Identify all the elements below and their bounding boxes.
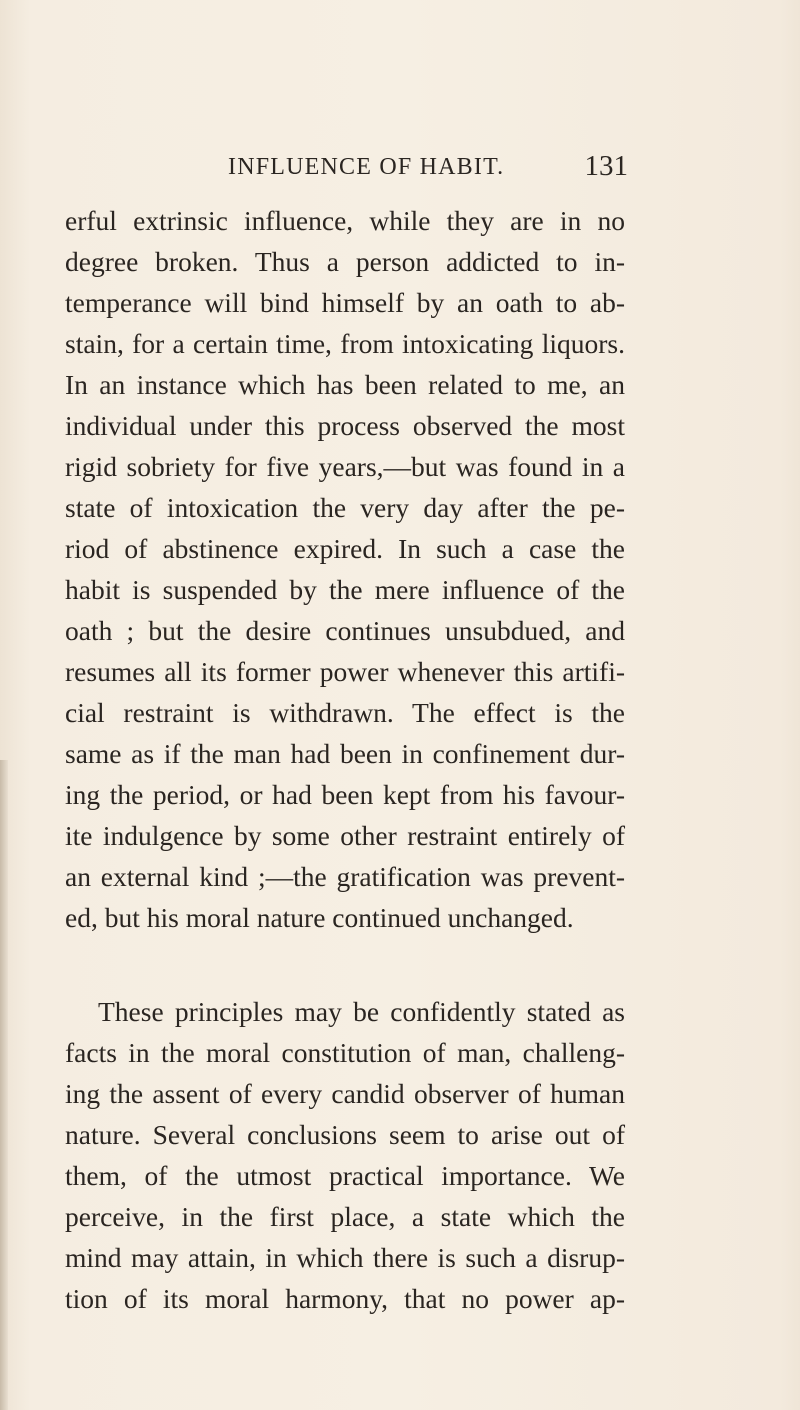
text-line: same as if the man had been in confinement dur- <box>65 738 625 769</box>
text-line: resumes all its former power whenever this artifi- <box>65 656 625 687</box>
text-line: nature. Several conclusions seem to arise out of <box>65 1119 625 1150</box>
page-number: 131 <box>584 150 628 182</box>
text-line: rigid sobriety for five years,—but was found in a <box>65 451 625 482</box>
text-line: These principles may be confidently stated as <box>98 996 625 1027</box>
text-line: stain, for a certain time, from intoxicating liquors. <box>65 328 625 359</box>
text-line: erful extrinsic influence, while they are in no <box>65 205 625 236</box>
text-line: perceive, in the first place, a state which the <box>65 1201 625 1232</box>
text-line: habit is suspended by the mere influence of the <box>65 574 625 605</box>
text-line: ite indulgence by some other restraint entirely of <box>65 820 625 851</box>
text-line: state of intoxication the very day after the pe- <box>65 492 625 523</box>
text-line: In an instance which has been related to me, an <box>65 369 625 400</box>
text-line: degree broken. Thus a person addicted to in- <box>65 246 625 277</box>
text-line: ing the assent of every candid observer of human <box>65 1078 625 1109</box>
text-line: facts in the moral constitution of man, challeng- <box>65 1037 625 1068</box>
text-line: temperance will bind himself by an oath to ab- <box>65 287 625 318</box>
text-line: an external kind ;—the gratification was prevent- <box>65 861 625 892</box>
text-line: ed, but his moral nature continued unchanged. <box>65 902 574 933</box>
text-line: individual under this process observed the most <box>65 410 625 441</box>
text-line: oath ; but the desire continues unsubdued, and <box>65 615 625 646</box>
chapter-title: INFLUENCE OF HABIT. <box>228 154 505 180</box>
text-line: tion of its moral harmony, that no power ap- <box>65 1283 625 1314</box>
text-line: cial restraint is withdrawn. The effect is the <box>65 697 625 728</box>
text-line: mind may attain, in which there is such a disrup- <box>65 1242 625 1273</box>
paragraph-2 <box>65 991 625 1319</box>
binding-shadow <box>0 760 8 1410</box>
text-line: ing the period, or had been kept from his favour- <box>65 779 625 810</box>
paragraph-1 <box>65 200 625 938</box>
text-line: them, of the utmost practical importance. We <box>65 1160 625 1191</box>
text-line: riod of abstinence expired. In such a case the <box>65 533 625 564</box>
body-text <box>65 200 625 1319</box>
running-header <box>228 150 628 184</box>
